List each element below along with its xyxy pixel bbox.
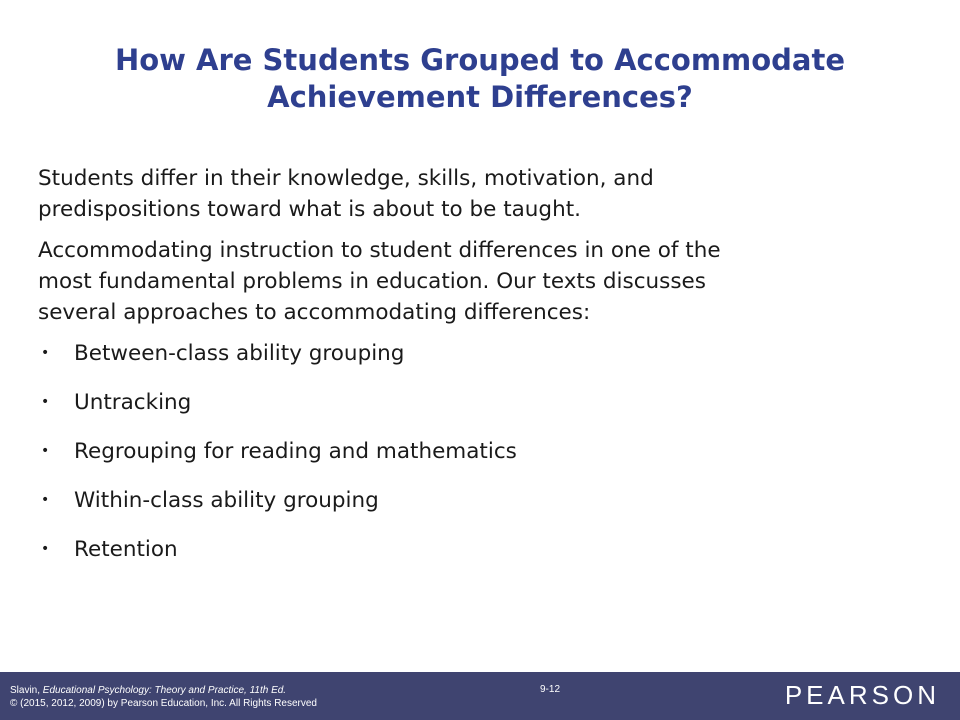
list-item-label: Between-class ability grouping	[74, 341, 405, 366]
paragraph-2	[38, 235, 920, 328]
bullet-icon: •	[41, 443, 50, 459]
footer-bar	[0, 672, 960, 720]
slide-body	[38, 163, 920, 583]
paragraph-2-line-1: Accommodating instruction to student differences in one of the	[38, 238, 721, 263]
paragraph-2-line-3: several approaches to accommodating differences:	[38, 300, 591, 325]
slide-title	[30, 42, 930, 116]
bullet-icon: •	[41, 394, 50, 410]
bullet-icon: •	[41, 492, 50, 508]
list-item-label: Regrouping for reading and mathematics	[74, 439, 517, 464]
paragraph-2-line-2: most fundamental problems in education. Our texts discusses	[38, 269, 706, 294]
slide-title-line-1: How Are Students Grouped to Accommodate	[114, 43, 846, 77]
list-item	[38, 534, 920, 583]
citation-line-1	[10, 684, 317, 697]
paragraph-1-line-2: predispositions toward what is about to be taught.	[38, 197, 581, 222]
list-item	[38, 387, 920, 436]
list-item	[38, 338, 920, 387]
page-number: 9-12	[539, 684, 560, 695]
list-item	[38, 485, 920, 534]
paragraph-1-line-1: Students differ in their knowledge, skills, motivation, and	[38, 166, 654, 191]
pearson-logo: PEARSON	[784, 680, 940, 710]
list-item-label: Untracking	[74, 390, 192, 415]
approaches-list	[38, 338, 920, 583]
citation-book-title: Educational Psychology: Theory and Practice, 11th Ed.	[42, 685, 287, 696]
citation-author: Slavin,	[10, 685, 43, 696]
list-item-label: Retention	[74, 537, 178, 562]
citation	[10, 684, 317, 710]
paragraph-1	[38, 163, 920, 225]
bullet-icon: •	[41, 345, 50, 361]
list-item-label: Within-class ability grouping	[74, 488, 379, 513]
slide-title-line-2: Achievement Differences?	[267, 80, 693, 114]
bullet-icon: •	[41, 541, 50, 557]
copyright-notice: © (2015, 2012, 2009) by Pearson Education, Inc. All Rights Reserved	[10, 698, 317, 709]
list-item	[38, 436, 920, 485]
